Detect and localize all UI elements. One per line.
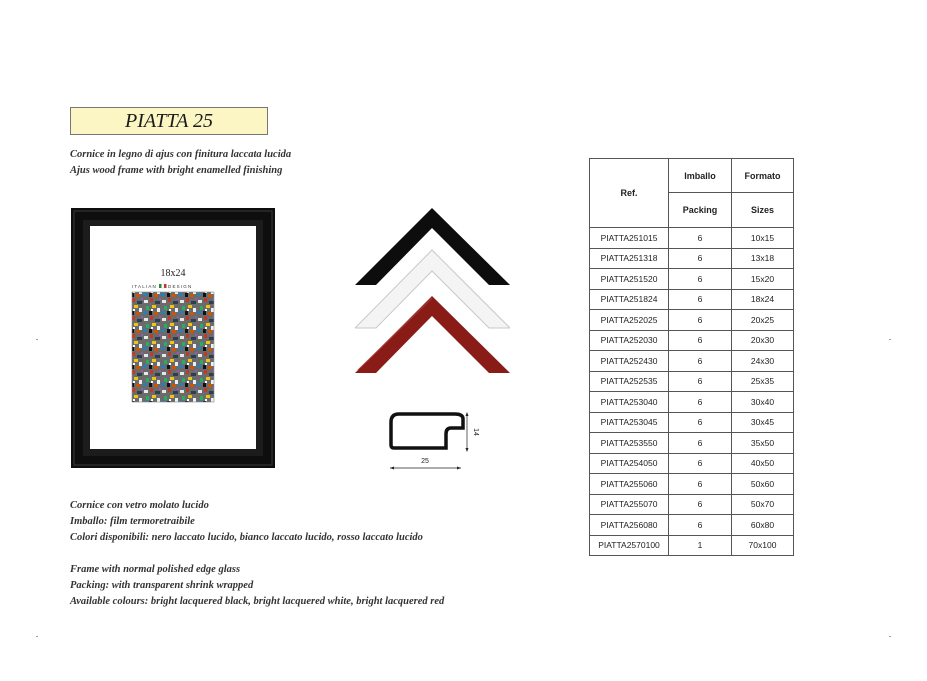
intro-description bbox=[70, 147, 291, 179]
ref-cell: PIATTA253045 bbox=[590, 412, 669, 433]
size-cell: 15x20 bbox=[732, 269, 794, 290]
size-cell: 40x50 bbox=[732, 453, 794, 474]
ref-cell: PIATTA255060 bbox=[590, 474, 669, 495]
size-cell: 35x50 bbox=[732, 433, 794, 454]
header-packing: Packing bbox=[669, 193, 732, 228]
intro-line-en: Ajus wood frame with bright enamelled finishing bbox=[70, 165, 283, 176]
photo-brand-left: ITALIAN bbox=[131, 284, 157, 289]
header-imballo: Imballo bbox=[669, 159, 732, 193]
size-cell: 70x100 bbox=[732, 535, 794, 556]
table-row bbox=[590, 330, 794, 351]
ref-cell: PIATTA251318 bbox=[590, 248, 669, 269]
margin-mark bbox=[889, 339, 891, 340]
ref-cell: PIATTA255070 bbox=[590, 494, 669, 515]
packing-cell: 6 bbox=[669, 371, 732, 392]
packing-cell: 6 bbox=[669, 392, 732, 413]
table-row bbox=[590, 269, 794, 290]
ref-cell: PIATTA2570100 bbox=[590, 535, 669, 556]
table-row bbox=[590, 535, 794, 556]
margin-mark bbox=[889, 636, 891, 637]
packing-cell: 6 bbox=[669, 474, 732, 495]
spec-table-body bbox=[590, 228, 794, 556]
ref-cell: PIATTA251015 bbox=[590, 228, 669, 249]
table-row bbox=[590, 494, 794, 515]
size-cell: 20x30 bbox=[732, 330, 794, 351]
packing-cell: 6 bbox=[669, 228, 732, 249]
header-ref: Ref. bbox=[590, 159, 669, 228]
product-title: PIATTA 25 bbox=[125, 109, 213, 132]
artwork-print bbox=[132, 292, 214, 402]
table-row bbox=[590, 371, 794, 392]
header-sizes: Sizes bbox=[732, 193, 794, 228]
size-cell: 30x45 bbox=[732, 412, 794, 433]
packing-cell: 6 bbox=[669, 433, 732, 454]
packing-cell: 6 bbox=[669, 310, 732, 331]
packing-cell: 6 bbox=[669, 412, 732, 433]
size-cell: 24x30 bbox=[732, 351, 794, 372]
size-cell: 50x70 bbox=[732, 494, 794, 515]
profile-section bbox=[385, 410, 480, 472]
ref-cell: PIATTA253550 bbox=[590, 433, 669, 454]
packing-cell: 6 bbox=[669, 330, 732, 351]
details-italian bbox=[70, 498, 423, 546]
size-cell: 18x24 bbox=[732, 289, 794, 310]
size-cell: 30x40 bbox=[732, 392, 794, 413]
photo-size-label: 18x24 bbox=[160, 268, 186, 279]
size-cell: 25x35 bbox=[732, 371, 794, 392]
corner-black bbox=[355, 208, 510, 285]
size-cell: 60x80 bbox=[732, 515, 794, 536]
packing-cell: 6 bbox=[669, 289, 732, 310]
detail-en-colours: Available colours: bright lacquered black, bright lacquered white, bright lacquered red bbox=[70, 596, 445, 607]
table-row bbox=[590, 392, 794, 413]
detail-it-packing: Imballo: film termoretraibile bbox=[70, 516, 195, 527]
ref-cell: PIATTA252030 bbox=[590, 330, 669, 351]
header-formato: Formato bbox=[732, 159, 794, 193]
detail-en-packing: Packing: with transparent shrink wrapped bbox=[70, 580, 254, 591]
profile-shape bbox=[391, 414, 463, 448]
ref-cell: PIATTA252535 bbox=[590, 371, 669, 392]
table-row bbox=[590, 351, 794, 372]
packing-cell: 1 bbox=[669, 535, 732, 556]
margin-mark bbox=[36, 339, 38, 340]
size-cell: 20x25 bbox=[732, 310, 794, 331]
intro-line-it: Cornice in legno di ajus con finitura laccata lucida bbox=[70, 149, 292, 160]
detail-en-glass: Frame with normal polished edge glass bbox=[70, 564, 241, 575]
size-cell: 13x18 bbox=[732, 248, 794, 269]
size-cell: 50x60 bbox=[732, 474, 794, 495]
ref-cell: PIATTA256080 bbox=[590, 515, 669, 536]
detail-it-colours: Colori disponibili: nero laccato lucido, bianco laccato lucido, rosso laccato lucido bbox=[70, 532, 423, 543]
packing-cell: 6 bbox=[669, 453, 732, 474]
ref-cell: PIATTA251520 bbox=[590, 269, 669, 290]
frame-photo bbox=[71, 208, 275, 468]
margin-mark bbox=[36, 636, 38, 637]
profile-height-label: 14 bbox=[472, 428, 479, 436]
table-row bbox=[590, 289, 794, 310]
table-row bbox=[590, 248, 794, 269]
product-title-box bbox=[70, 107, 268, 135]
packing-cell: 6 bbox=[669, 515, 732, 536]
packing-cell: 6 bbox=[669, 248, 732, 269]
table-row bbox=[590, 310, 794, 331]
table-row bbox=[590, 228, 794, 249]
frame-corner-samples bbox=[355, 208, 510, 376]
table-row bbox=[590, 474, 794, 495]
packing-cell: 6 bbox=[669, 351, 732, 372]
ref-cell: PIATTA251824 bbox=[590, 289, 669, 310]
detail-it-glass: Cornice con vetro molato lucido bbox=[70, 500, 209, 511]
packing-cell: 6 bbox=[669, 269, 732, 290]
details-english bbox=[70, 562, 444, 610]
packing-cell: 6 bbox=[669, 494, 732, 515]
profile-width-label: 25 bbox=[421, 458, 429, 465]
table-row bbox=[590, 433, 794, 454]
spec-table bbox=[589, 158, 794, 556]
ref-cell: PIATTA252430 bbox=[590, 351, 669, 372]
table-row bbox=[590, 515, 794, 536]
ref-cell: PIATTA253040 bbox=[590, 392, 669, 413]
ref-cell: PIATTA254050 bbox=[590, 453, 669, 474]
ref-cell: PIATTA252025 bbox=[590, 310, 669, 331]
photo-brand-right: DESIGN bbox=[168, 284, 193, 289]
table-row bbox=[590, 453, 794, 474]
size-cell: 10x15 bbox=[732, 228, 794, 249]
table-row bbox=[590, 412, 794, 433]
